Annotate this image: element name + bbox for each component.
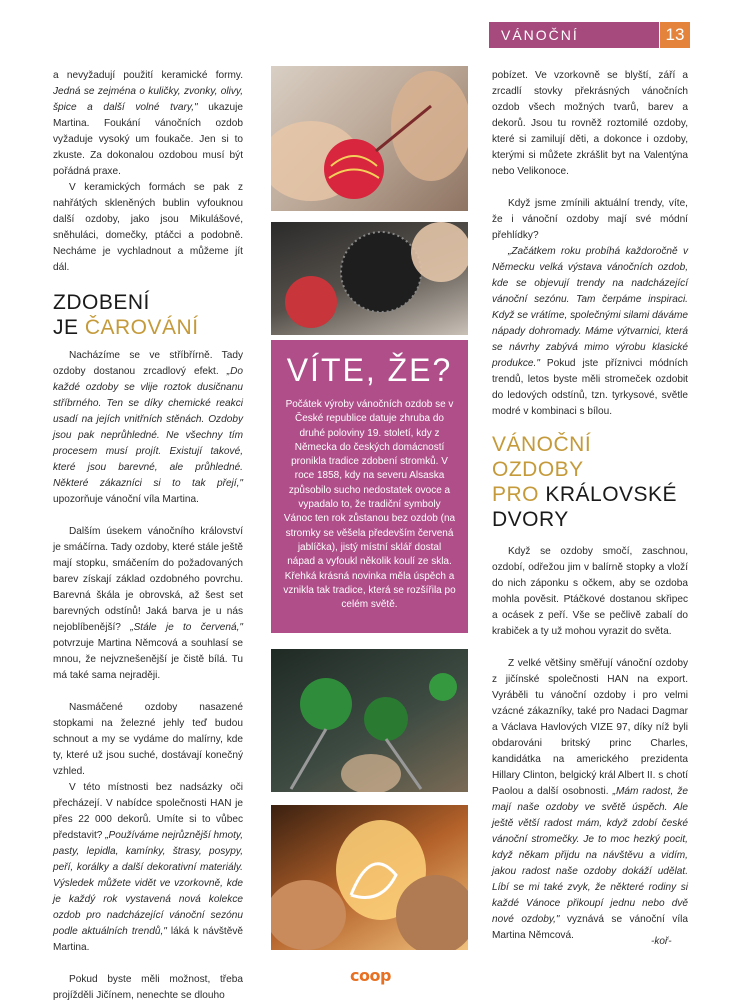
- author-signature: -koř-: [651, 936, 672, 947]
- photo-glittering-ornament: [271, 222, 468, 335]
- subheading-line: ZDOBENÍ: [53, 291, 150, 314]
- quote: „Mám radost, že mají naše ozdoby ve světě úspěch. Ale ještě větší radost mám, když zdobí české vánoční stromečky. Je to moc hezký pocit, když někam přijdu na návštěvu a vidím, jakou radost naše ozdoby dokáží udělat. Líbí se mi také zvyk, že některé rodiny si každé Vánoce přikoupí jednu nebo dvě nové ozdoby,": [492, 786, 688, 925]
- paragraph: [53, 524, 243, 684]
- subheading-line: [492, 482, 688, 507]
- callout-title: VÍTE, ŽE?: [286, 352, 453, 388]
- text: potvrzuje Martina Němcová a souhlasí se mnou, že nejvznešenější je čistě bílá. Tu má také sama nejraději.: [53, 638, 243, 681]
- subheading-line: DVORY: [492, 508, 569, 531]
- text: PRO: [492, 483, 546, 506]
- text: vyznává se vánoční víla Martina Němcová.: [492, 914, 688, 941]
- paragraph: Když jsme zmínili aktuální trendy, víte, že i vánoční ozdoby mají své módní přehlídky?: [492, 198, 688, 241]
- paragraph: pobízet. Ve vzorkovně se blyští, září a zrcadlí stovky překrásných vánočních ozdob všech možných tvarů, barev a dekorů. Jsou tu rovněž roztomilé ozdoby, které si zamilují děti, a dokonce i ozdoby, kterými si můžete zkrášlit byt na Valentýna nebo Velikonoce.: [492, 70, 688, 177]
- text: JE: [53, 316, 85, 339]
- text: láká k návštěvě Martina.: [53, 926, 243, 953]
- page-number: 13: [660, 22, 690, 48]
- quote: „Stále je to červená,": [130, 622, 243, 633]
- subheading-line: VÁNOČNÍ: [492, 433, 592, 456]
- quote: „Začátkem roku probíhá každoročně v Německu velká výstava vánočních ozdob, kde se objevují trendy na nadcházející vánoční sezónu. Tam čerpáme inspiraci. Když se vrátíme, společnými silami dáváme nápady dohromady. Máme výtvarnici, která se návrhy zabývá mimo výrobu klasické produkce.": [492, 246, 688, 369]
- text: upozorňuje vánoční víla Martina.: [53, 494, 199, 505]
- subheading-decoration: [53, 290, 243, 340]
- photo-illustration: [271, 805, 468, 950]
- quote: Jedná se zejména o kuličky, zvonky, olivy, špice a další volné tvary,": [53, 86, 243, 113]
- text: Z velké většiny směřují vánoční ozdoby z jičínské společnosti HAN na export. Vyráběli tu vánoční ozdoby i pro velmi vzácné zákazníky, také pro Nadaci Dagmar a Václava Havlových VIZE 97, díky níž byli obdarováni britský princ Charles, kandidátka na amerického prezidenta Hillary Clinton, belgický král Albert II. s chotí Paolou a další osobnosti.: [492, 658, 688, 797]
- did-you-know-box: [271, 340, 468, 633]
- paragraph: [53, 68, 243, 180]
- text: ČAROVÁNÍ: [84, 316, 199, 339]
- paragraph: [492, 244, 688, 420]
- photo-illustration: [271, 66, 468, 211]
- text: Nacházíme se ve stříbřírně. Tady ozdoby dostanou zrcadlový efekt.: [53, 350, 243, 377]
- text: Dalším úsekem vánočního království je smáčírna. Tady ozdoby, které stále ještě mají stopku, smáčením do požadovaných barev získají základ ozdobného povrchu. Barevná škála je obrovská, až šest set barevných odstínů! Jaká barva je u nás nejoblíbenější?: [53, 526, 243, 633]
- paragraph: Když se ozdoby smočí, zaschnou, ozdobí, odřežou jim v balírně stopky a vloží do nich záponku s očkem, aby se ozdoba mohla pověsit. Ptáčkové dostanou skřipec a ocásek z peří. Vše se pečlivě zabalí do krabiček a ty už mohou vyrazit do světa.: [492, 546, 688, 637]
- text: KRÁLOVSKÉ: [545, 483, 678, 506]
- subheading-royal-courts: [492, 432, 688, 532]
- paragraph: V keramických formách se pak z nahřátých skleněných bublin vyfouknou další ozdoby, jako jsou Mikulášové, sněhuláci, domečky, ptáčci a podobně. Necháme je vychladnout a můžeme jít dál.: [53, 182, 243, 273]
- paragraph: Nasmáčené ozdoby nasazené stopkami na železné jehly teď budou schnout a my se vydáme do malírny, kde ty, které už jsou suché, dostávají konečný vzhled.: [53, 702, 243, 777]
- text: V této místnosti bez nadsázky oči přecházejí. V nabídce společnosti HAN je přes 22 000 dekorů. Umíte si to vůbec představit?: [53, 782, 243, 841]
- text: a nevyžadují použití keramické formy.: [53, 70, 243, 81]
- text: ukazuje Martina. Foukání vánočních ozdob vyžaduje vysoký um foukače. Jen si to zkuste. Za dokonalou ozdobou musí být pořádná praxe.: [53, 102, 243, 177]
- callout-text: Počátek výroby vánočních ozdob se v České republice datuje zhruba do druhé poloviny 19. století, kdy z Německa do českých domácností pronikla tradice zdobení stromků. V roce 1858, kdy na severu Alsaska způsobilo sucho nedostatek ovoce a vypadalo to, že tradiční symboly Vánoc ten rok zůstanou bez ozdob (na stromky se věšela především červená jablíčka), jistý místní sklář dostal nápad a vyfoukl několik koulí ze skla. Křehká krásná novinka měla úspěch a vznikla tak tradice, která se rozšířila po celém světě.: [283, 399, 456, 611]
- right-column: [492, 68, 688, 944]
- photo-glass-blowing-red-ornament: [271, 66, 468, 211]
- text: Pokud jste příznivci módních trendů, letos byste měli stromeček ozdobit do ledových odstínů, tzn. tyrkysové, světle modré v kombinaci s bílou.: [492, 358, 688, 417]
- section-tag: VÁNOČNÍ TRADICE: [489, 22, 659, 48]
- photo-illustration: [271, 222, 468, 335]
- subheading-line: OZDOBY: [492, 458, 584, 481]
- paragraph: Pokud byste měli možnost, třeba projížděli Jičínem, nenechte se dlouho: [53, 974, 243, 1001]
- photo-green-glass-balls: [271, 649, 468, 792]
- paragraph: [492, 656, 688, 944]
- coop-logo: coop: [350, 966, 391, 985]
- photo-glass-bird-flame: [271, 805, 468, 950]
- quote: „Používáme nejrůznější hmoty, pasty, lepidla, kamínky, štrasy, posypy, peří, korálky a další dekorativní materiály. Výsledek můžete vidět ve vzorkovně, kde je každý rok vystavená nová kolekce ozdob pro nadcházející vánoční sezónu podle aktuálních trendů,": [53, 830, 244, 937]
- left-column: [53, 68, 243, 1004]
- subheading-line: [53, 315, 243, 340]
- quote: „Do každé ozdoby se vlije roztok dusičnanu stříbrného. Ten se díky chemické reakci usadí na jejích vnitřních stěnách. Ozdoby jsou pak neprůhledné. Ne všechny tím procesem musí projít. Existují takové, které jsou barevné, ale průhledné. Některé zákazníci si to tak přejí,": [53, 366, 243, 489]
- paragraph: [53, 348, 243, 508]
- paragraph: [53, 780, 243, 956]
- photo-illustration: [271, 649, 468, 792]
